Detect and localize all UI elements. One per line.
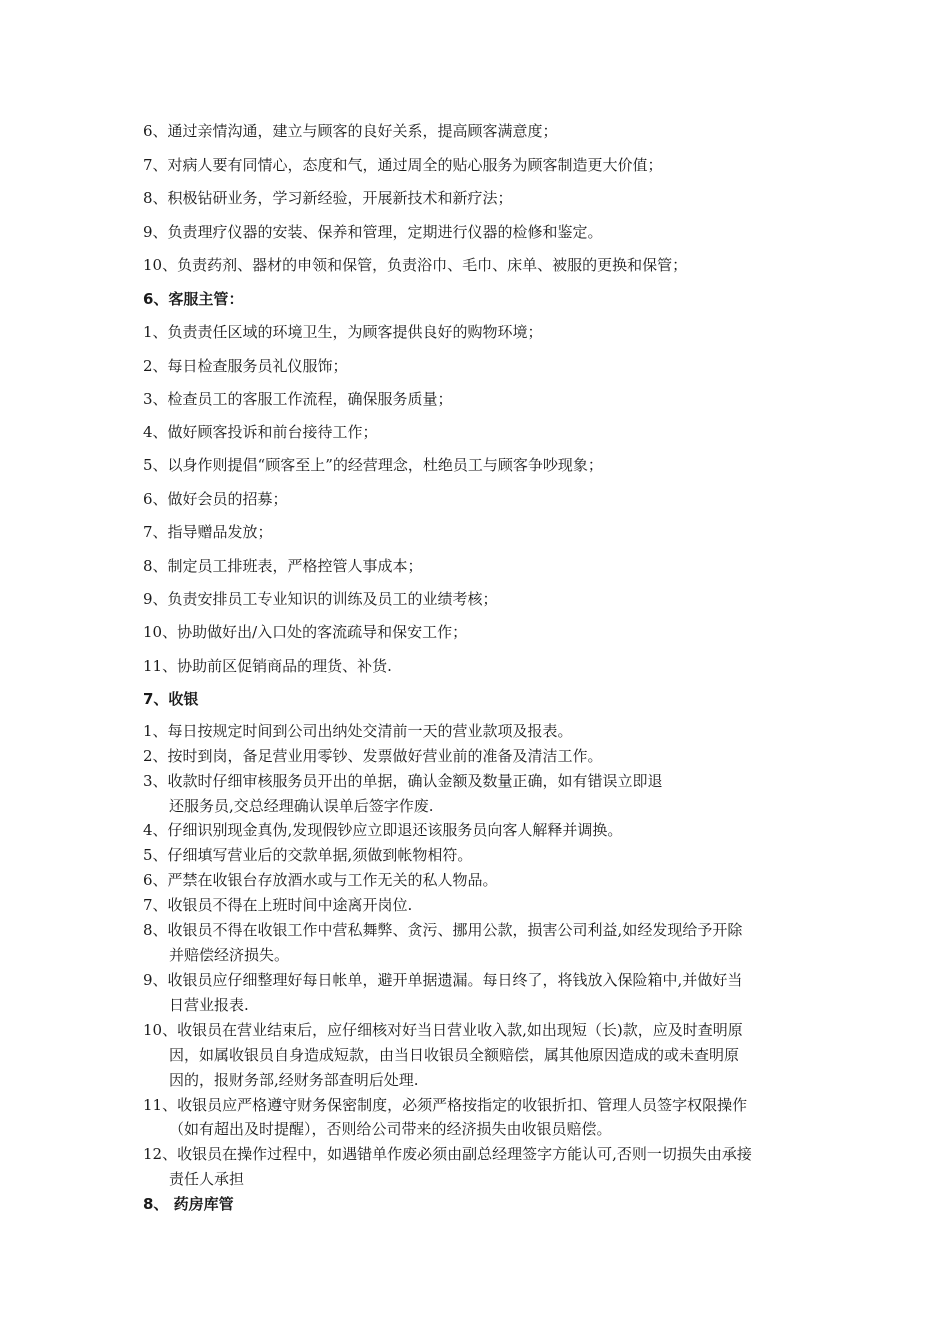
list-item: 10、协助做好出/入口处的客流疏导和保安工作； [143,623,468,641]
list-item: 7、指导赠品发放； [143,523,273,541]
list-item: 6、做好会员的招募； [143,490,288,508]
list-item-continuation: （如有超出及时提醒），否则给公司带来的经济损失由收银员赔偿。 [169,1120,612,1138]
list-item: 8、积极钻研业务，学习新经验，开展新技术和新疗法； [143,189,513,207]
list-item: 6、通过亲情沟通，建立与顾客的良好关系，提高顾客满意度； [143,122,558,140]
list-item: 1、负责责任区域的环境卫生，为顾客提供良好的购物环境； [143,323,543,341]
list-item: 5、以身作则提倡“顾客至上”的经营理念，杜绝员工与顾客争吵现象； [143,456,603,474]
list-item-continuation: 日营业报表. [169,996,249,1014]
list-item: 4、仔细识别现金真伪,发现假钞应立即退还该服务员向客人解释并调换。 [143,821,623,839]
list-item: 10、收银员在营业结束后，应仔细核对好当日营业收入款,如出现短（长)款，应及时查明原 [143,1021,743,1039]
list-item: 11、协助前区促销商品的理货、补货. [143,657,392,675]
list-item: 9、负责理疗仪器的安装、保养和管理，定期进行仪器的检修和鉴定。 [143,223,603,241]
list-item: 2、按时到岗，备足营业用零钞、发票做好营业前的准备及清洁工作。 [143,747,603,765]
list-item-continuation: 责任人承担 [169,1170,245,1188]
list-item: 9、收银员应仔细整理好每日帐单，避开单据遗漏。每日终了，将钱放入保险箱中,并做好当 [143,971,743,989]
list-item: 7、对病人要有同情心，态度和气，通过周全的贴心服务为顾客制造更大价值； [143,156,663,174]
list-item: 12、收银员在操作过程中，如遇错单作废必须由副总经理签字方能认可,否则一切损失由承接 [143,1145,752,1163]
list-item: 5、仔细填写营业后的交款单据,须做到帐物相符。 [143,846,473,864]
list-item-continuation: 因，如属收银员自身造成短款，由当日收银员全额赔偿，属其他原因造成的或未查明原 [169,1046,740,1064]
list-item: 6、严禁在收银台存放酒水或与工作无关的私人物品。 [143,871,498,889]
list-item: 4、做好顾客投诉和前台接待工作； [143,423,378,441]
list-item: 8、制定员工排班表，严格控管人事成本； [143,557,423,575]
list-item-continuation: 还服务员,交总经理确认误单后签字作废. [169,797,434,815]
section-heading-customer-service: 6、客服主管： [143,290,244,308]
list-item: 7、收银员不得在上班时间中途离开岗位. [143,896,413,914]
list-item: 2、每日检查服务员礼仪服饰； [143,357,348,375]
list-item: 8、收银员不得在收银工作中营私舞弊、贪污、挪用公款，损害公司利益,如经发现给予开除 [143,921,743,939]
list-item-continuation: 因的，报财务部,经财务部查明后处理. [169,1071,419,1089]
list-item: 3、收款时仔细审核服务员开出的单据，确认金额及数量正确，如有错误立即退 [143,772,663,790]
list-item: 11、收银员应严格遵守财务保密制度，必须严格按指定的收银折扣、管理人员签字权限操作 [143,1096,748,1114]
list-item: 3、检查员工的客服工作流程，确保服务质量； [143,390,453,408]
list-item: 10、负责药剂、器材的申领和保管，负责浴巾、毛巾、床单、被服的更换和保管； [143,256,688,274]
section-heading-cashier: 7、收银 [143,690,199,708]
section-heading-pharmacy-storage: 8、 药房库管 [143,1195,234,1213]
list-item-continuation: 并赔偿经济损失。 [169,946,290,964]
list-item: 9、负责安排员工专业知识的训练及员工的业绩考核； [143,590,498,608]
list-item: 1、每日按规定时间到公司出纳处交清前一天的营业款项及报表。 [143,722,573,740]
